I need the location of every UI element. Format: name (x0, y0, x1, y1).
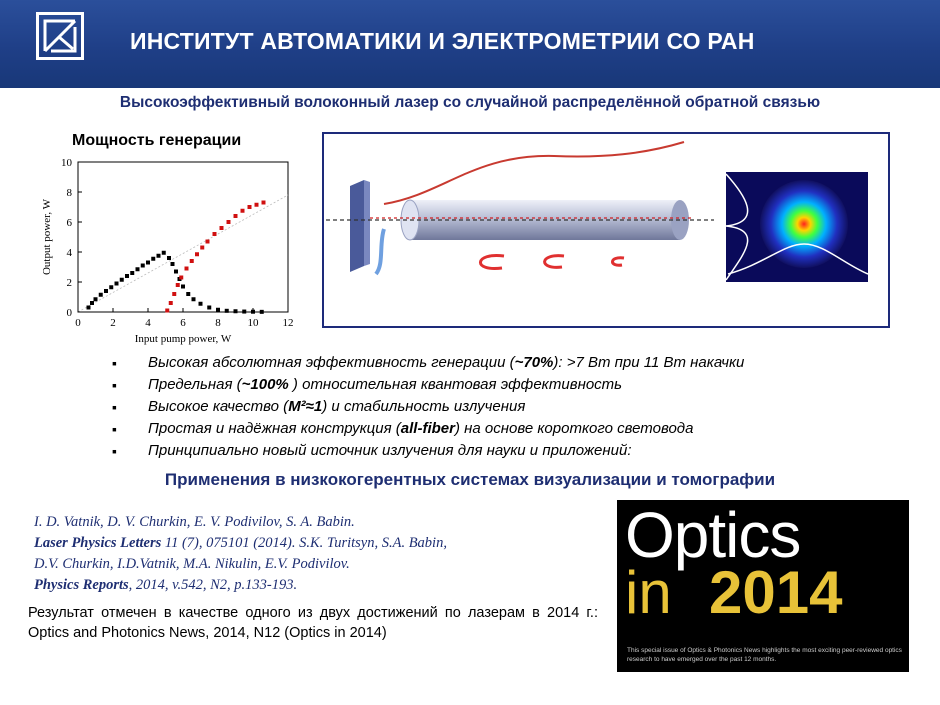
data-point (206, 240, 210, 244)
y-tick-label: 2 (66, 277, 72, 289)
data-point (255, 203, 259, 207)
y-tick-label: 0 (66, 307, 72, 319)
data-point (87, 306, 91, 310)
reference-line (78, 195, 288, 312)
data-point (176, 283, 180, 287)
y-tick-label: 4 (66, 247, 72, 259)
cover-caption: This special issue of Optics & Photonics News highlights the most exciting peer-reviewed optics research to have emerged over the past 12 months. (627, 647, 902, 663)
data-point (165, 309, 169, 313)
y-axis-label: Output power, W (41, 198, 53, 276)
data-point (141, 264, 145, 268)
data-point (167, 256, 171, 260)
data-point (162, 251, 166, 255)
journal-cover (617, 500, 909, 672)
data-point (99, 293, 103, 297)
x-tick-label: 0 (75, 317, 81, 329)
data-point (169, 301, 173, 305)
data-point (192, 297, 196, 301)
data-point (185, 267, 189, 271)
cover-word: Optics (625, 500, 801, 571)
slide-subtitle: Высокоэффективный волоконный лазер со случайной распределённой обратной связью (119, 94, 821, 111)
reference-line: I. D. Vatnik, D. V. Churkin, E. V. Podivilov, S. A. Babin. (34, 514, 355, 530)
reference-line: Physics Reports, 2014, v.542, N2, p.133-193. (34, 577, 298, 593)
reference-line: D.V. Churkin, I.D.Vatnik, M.A. Nikulin, E.V. Podivilov. (34, 556, 350, 572)
data-point (199, 302, 203, 306)
laser-schematic (322, 132, 890, 328)
data-point (186, 292, 190, 296)
header-bar (0, 0, 940, 88)
data-point (157, 254, 161, 258)
data-point (220, 226, 224, 230)
data-point (109, 285, 113, 289)
data-point (174, 270, 178, 274)
x-tick-label: 8 (215, 317, 221, 329)
x-tick-label: 2 (110, 317, 116, 329)
y-tick-label: 8 (66, 187, 72, 199)
cover-year: 2014 (709, 559, 843, 626)
power-chart (38, 152, 308, 352)
reference-line: Laser Physics Letters 11 (7), 075101 (2014). S.K. Turitsyn, S.A. Babin, (34, 535, 447, 551)
data-point (104, 289, 108, 293)
mirror-plate-icon (350, 180, 370, 272)
cover-in: in (625, 559, 672, 626)
list-item: ▪ Высокое качество (M²≈1) и стабильность излучения (112, 396, 744, 418)
list-item: ▪ Высокая абсолютная эффективность генерации (~70%): >7 Вт при 11 Вт накачки (112, 352, 744, 374)
institute-logo-icon (36, 12, 84, 60)
data-point (171, 262, 175, 266)
beam-profile-icon (726, 172, 868, 282)
data-point (213, 232, 217, 236)
data-point (234, 214, 238, 218)
result-text: Результат отмечен в качестве одного из двух достижений по лазерам в 2014 г.: Optics and Photonics News, 2014, N12 (Optics in 2014) (28, 605, 598, 641)
feature-list (112, 352, 744, 462)
data-point (172, 292, 176, 296)
data-point (225, 309, 229, 313)
data-point (94, 297, 98, 301)
power-panel-title: Мощность генерации (72, 132, 242, 149)
data-point (146, 261, 150, 265)
data-point (216, 308, 220, 312)
data-point (179, 276, 183, 280)
data-point (242, 310, 246, 314)
data-point (241, 209, 245, 213)
data-point (190, 259, 194, 263)
x-tick-label: 6 (180, 317, 186, 329)
data-point (234, 309, 238, 313)
x-tick-label: 4 (145, 317, 151, 329)
data-point (262, 201, 266, 205)
y-tick-label: 10 (61, 157, 72, 169)
institute-title: ИНСТИТУТ АВТОМАТИКИ И ЭЛЕКТРОМЕТРИИ СО РАН (130, 28, 755, 54)
data-point (120, 278, 124, 282)
data-point (227, 220, 231, 224)
feedback-arrow-icons (480, 255, 624, 268)
data-point (200, 246, 204, 250)
data-point (181, 285, 185, 289)
references (34, 512, 447, 596)
data-point (115, 282, 119, 286)
list-item: ▪ Простая и надёжная конструкция (all-fiber) на основе короткого световода (112, 418, 744, 440)
data-point (260, 310, 264, 314)
data-point (251, 310, 255, 314)
y-tick-label: 6 (66, 217, 72, 229)
applications-title: Применения в низкокогерентных системах визуализации и томографии (164, 470, 776, 489)
x-axis-label: Input pump power, W (134, 333, 232, 345)
data-point (151, 257, 155, 261)
plot-frame (78, 162, 288, 312)
list-item: ▪ Предельная (~100% ) относительная квантовая эффективность (112, 374, 744, 396)
data-point (125, 274, 129, 278)
data-point (130, 271, 134, 275)
data-point (195, 252, 199, 256)
data-point (207, 306, 211, 310)
data-point (136, 267, 140, 271)
data-point (248, 205, 252, 209)
data-point (90, 301, 94, 305)
x-tick-label: 12 (282, 317, 294, 329)
x-tick-label: 10 (247, 317, 259, 329)
list-item: ▪ Принципиально новый источник излучения для науки и приложений: (112, 440, 744, 462)
